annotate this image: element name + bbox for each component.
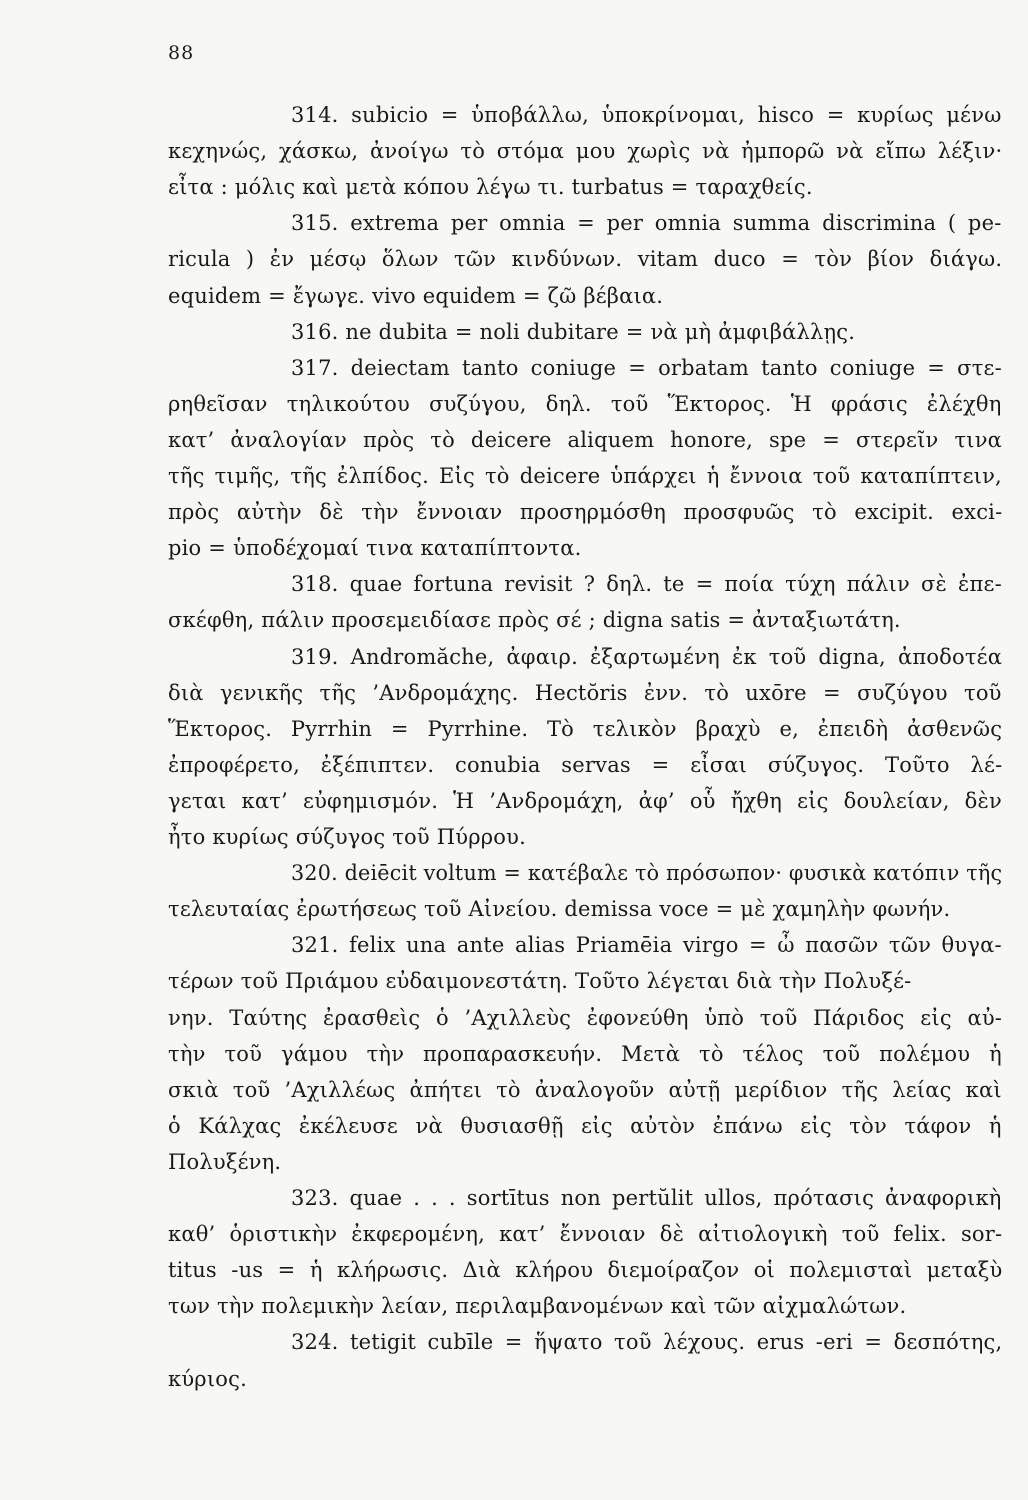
text-line: equidem = ἔγωγε. vivo equidem = ζῶ βέβαια. — [168, 283, 664, 308]
text-line: πρὸς αὐτὴν δὲ τὴν ἔννοιαν προσηρμόσθη προσφυῶς τὸ excipit. exci- — [168, 500, 1003, 525]
text-line: των τὴν πολεμικὴν λείαν, περιλαμβανομένων καὶ τῶν αἰχμαλώτων. — [168, 1294, 907, 1319]
text-line: τῆς τιμῆς, τῆς ἐλπίδος. Εἰς τὸ deicere ὑπάρχει ἡ ἔννοια τοῦ καταπίπτειν, — [168, 464, 1002, 488]
text-line: Ἕκτορος. Pyrrhin = Pyrrhine. Τὸ τελικὸν βραχὺ e, ἐπειδὴ ἀσθενῶς — [168, 716, 1003, 741]
paragraph-start-line: 321. felix una ante alias Priamēia virgo = ὦ πασῶν τῶν θυγα- — [291, 933, 1002, 958]
text-line: titus -us = ἡ κλήρωσις. Διὰ κλήρου διεμοίραζον οἱ πολεμισταὶ μεταξὺ — [168, 1258, 1003, 1283]
paragraph-start-line: 320. deiēcit voltum = κατέβαλε τὸ πρόσωπον· φυσικὰ κατόπιν τῆς — [291, 861, 1003, 886]
paragraph-start-line: 317. deiectam tanto coniuge = orbatam tanto coniuge = στε- — [291, 355, 1002, 380]
text-line: ὁ Κάλχας ἐκέλευσε νὰ θυσιασθῇ εἰς αὐτὸν ἐπάνω εἰς τὸν τάφον ἡ — [168, 1113, 1002, 1138]
paragraph-start-line: 316. ne dubita = noli dubitare = νὰ μὴ ἀμφιβάλλῃς. — [291, 319, 856, 344]
text-line: pio = ὑποδέχομαί τινα καταπίπτοντα. — [168, 536, 582, 561]
paragraph-start-line: 314. subicio = ὑποβάλλω, ὑποκρίνομαι, hisco = κυρίως μένω — [291, 103, 1002, 127]
text-line: τελευταίας ἐρωτήσεως τοῦ Αἰνείου. demissa voce = μὲ χαμηλὴν φωνήν. — [168, 897, 951, 922]
text-line: τὴν τοῦ γάμου τὴν προπαρασκευήν. Μετὰ τὸ τέλος τοῦ πολέμου ἡ — [168, 1041, 1002, 1066]
text-line: κύριος. — [168, 1366, 247, 1391]
paragraph-start-line: 319. Andromăche, ἀφαιρ. ἐξαρτωμένη ἐκ τοῦ digna, ἀποδοτέα — [291, 644, 1003, 669]
text-line: σκιὰ τοῦ ’Αχιλλέως ἀπήτει τὸ ἀναλογοῦν αὐτῇ μερίδιον τῆς λείας καὶ — [168, 1077, 1002, 1102]
text-line: ricula ) ἐν μέσῳ ὅλων τῶν κινδύνων. vitam duco = τὸν βίον διάγω. — [168, 247, 1003, 272]
page-number: 88 — [168, 42, 195, 64]
text-line: Πολυξένη. — [168, 1149, 282, 1174]
text-line: ρηθεῖσαν τηλικούτου συζύγου, δηλ. τοῦ Ἕκτορος. Ἡ φράσις ἐλέχθη — [168, 391, 1002, 416]
paragraph-start-line: 318. quae fortuna revisit ? δηλ. te = ποία τύχη πάλιν σὲ ἐπε- — [291, 572, 1002, 597]
text-line: κατ’ ἀναλογίαν πρὸς τὸ deicere aliquem honore, spe = στερεῖν τινα — [168, 427, 1003, 452]
paragraph-start-line: 324. tetigit cubīle = ἥψατο τοῦ λέχους. erus -eri = δεσπότης, — [291, 1330, 1003, 1355]
text-line: σκέφθη, πάλιν προσεμειδίασε πρὸς σέ ; digna satis = ἀνταξιωτάτη. — [168, 608, 901, 633]
paragraph-start-line: 315. extrema per omnia = per omnia summa discrimina ( pe- — [291, 211, 1002, 236]
text-line: ἐπροφέρετο, ἐξέπιπτεν. conubia servas = εἶσαι σύζυγος. Τοῦτο λέ- — [168, 752, 1003, 777]
text-line: καθ’ ὁριστικὴν ἐκφερομένη, κατ’ ἔννοιαν δὲ αἰτιολογικὴ τοῦ felix. sor- — [168, 1222, 1003, 1247]
text-line: τέρων τοῦ Πριάμου εὐδαιμονεστάτη. Τοῦτο λέγεται διὰ τὴν Πολυξέ- — [168, 969, 912, 994]
text-line: ἦτο κυρίως σύζυγος τοῦ Πύρρου. — [168, 825, 526, 849]
text-line: νην. Ταύτης ἐρασθεὶς ὁ ’Αχιλλεὺς ἐφονεύθη ὑπὸ τοῦ Πάριδος εἰς αὐ- — [168, 1005, 1003, 1030]
paragraph-start-line: 323. quae . . . sortītus non pertŭlit ullos, πρότασις ἀναφορικὴ — [291, 1186, 1002, 1210]
text-line: διὰ γενικῆς τῆς ’Ανδρομάχης. Hectŏris ἐνν. τὸ uxōre = συζύγου τοῦ — [168, 680, 1002, 705]
text-line: γεται κατ’ εὐφημισμόν. Ἡ ’Ανδρομάχη, ἀφ’ οὗ ἤχθη εἰς δουλείαν, δὲν — [168, 788, 1002, 813]
text-line: εἶτα : μόλις καὶ μετὰ κόπου λέγω τι. turbatus = ταραχθείς. — [168, 175, 813, 200]
text-line: κεχηνώς, χάσκω, ἀνοίγω τὸ στόμα μου χωρὶς νὰ ἠμπορῶ νὰ εἴπω λέξιν· — [168, 139, 1003, 164]
